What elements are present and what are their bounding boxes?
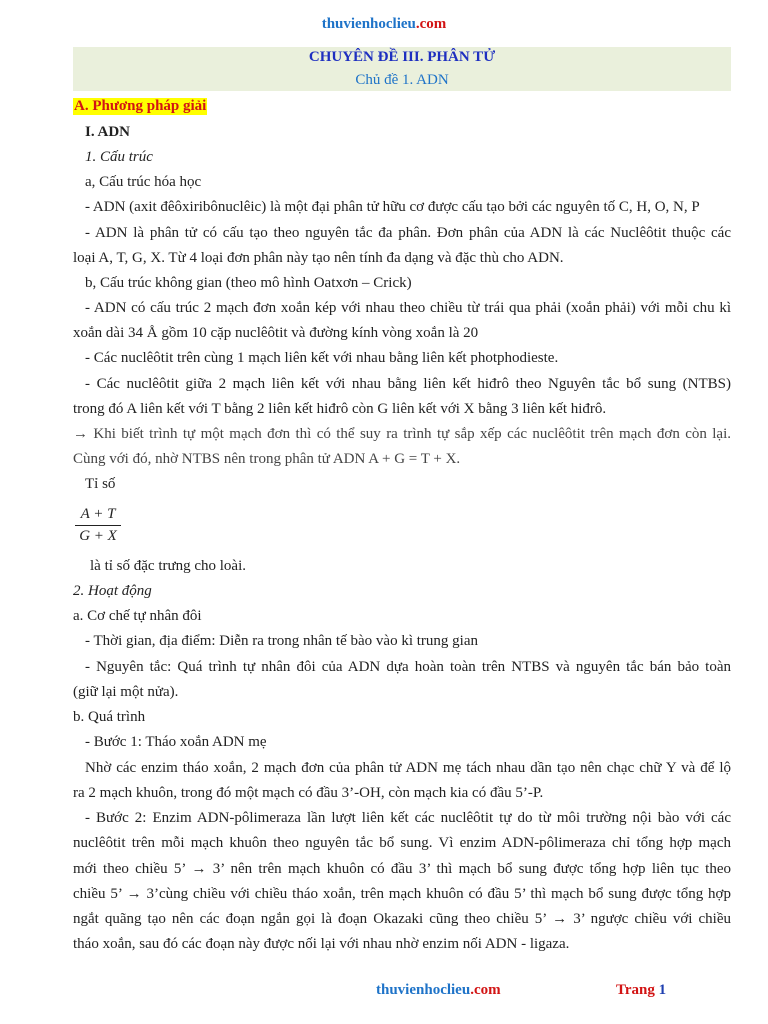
ratio-fraction	[75, 506, 121, 545]
subheading-spatial: b, Cấu trúc không gian (theo mô hình Oatxơn – Crick)	[85, 275, 412, 291]
paragraph-line: - Thời gian, địa điểm: Diễn ra trong nhân tế bào vào kì trung gian	[85, 633, 478, 649]
topic-title: CHUYÊN ĐỀ III. PHÂN TỬ	[308, 49, 496, 65]
paragraph-line: - Bước 1: Tháo xoắn ADN mẹ	[85, 734, 267, 750]
paragraph-line: - ADN (axit đêôxiribônuclêic) là một đại phân tử hữu cơ được cấu tạo bởi các nguyên tố C, H, O, N, P	[85, 199, 700, 215]
subheading-process: b. Quá trình	[73, 709, 146, 725]
paragraph-line: - Các nuclêôtit giữa 2 mạch liên kết với nhau bằng liên kết hiđrô theo Nguyên tắc bổ sung (NTBS)	[85, 376, 731, 392]
subheading-chemical: a, Cấu trúc hóa học	[85, 174, 202, 190]
paragraph-line: → Khi biết trình tự một mạch đơn thì có thể suy ra trình tự sắp xếp các nuclêôtit trên mạch đơn còn lại.	[73, 426, 731, 442]
paragraph-line: loại A, T, G, X. Từ 4 loại đơn phân này tạo nên tính đa dạng và đặc thù cho ADN.	[73, 250, 564, 266]
header-site-name: thuvienhoclieu.com	[321, 16, 447, 32]
paragraph-line: (giữ lại một nửa).	[73, 684, 179, 700]
heading-structure: 1. Cấu trúc	[85, 149, 153, 165]
paragraph-line: - ADN là phân tử có cấu tạo theo nguyên tắc đa phân. Đơn phân của ADN là các Nuclêôtit thuộc các	[85, 225, 731, 241]
paragraph-line: chiều 5’ → 3’cùng chiều với chiều tháo xoắn, trên mạch khuôn có đầu 5’ thì mạch bổ sung được tổng hợp	[73, 886, 731, 902]
paragraph-line: nuclêôtit trên mỗi mạch khuôn theo nguyên tắc bổ sung. Vì enzim ADN-pôlimeraza chỉ tổng hợp mạch	[73, 835, 731, 851]
heading-adn: I. ADN	[85, 124, 131, 140]
paragraph-line: Cùng với đó, nhờ NTBS nên trong phân tử ADN A + G = T + X.	[73, 451, 461, 467]
ratio-label: Tỉ số	[85, 476, 116, 492]
paragraph-line: mới theo chiều 5’ → 3’ nên trên mạch khuôn có đầu 3’ thì mạch bổ sung được tổng hợp liên tục theo	[73, 861, 731, 877]
paragraph-line: trong đó A liên kết với T bằng 2 liên kết hiđrô còn G liên kết với X bằng 3 liên kết hiđrô.	[73, 401, 607, 417]
paragraph-line: tháo xoắn, sau đó các đoạn này được nối lại với nhau nhờ enzim nối ADN - ligaza.	[73, 936, 570, 952]
title-box	[73, 47, 731, 91]
paragraph-line: là tỉ số đặc trưng cho loài.	[90, 558, 247, 574]
section-a-heading: A. Phương pháp giải	[74, 98, 207, 114]
footer-site-name: thuvienhoclieu.com	[376, 982, 501, 998]
fraction-denominator: G + X	[79, 528, 117, 544]
paragraph-line: - Các nuclêôtit trên cùng 1 mạch liên kết với nhau bằng liên kết photphodieste.	[85, 350, 559, 366]
heading-activity: 2. Hoạt động	[73, 583, 152, 599]
fraction-numerator: A + T	[75, 506, 121, 526]
paragraph-line: ngắt quãng tạo nên các đoạn ngắn gọi là đoạn Okazaki cũng theo chiều 5’ → 3’ ngược chiều với chiều	[73, 911, 731, 927]
subtopic-title: Chủ đề 1. ADN	[355, 72, 449, 88]
paragraph-line: - Nguyên tắc: Quá trình tự nhân đôi của ADN dựa hoàn toàn trên NTBS và nguyên tắc bán bảo toàn	[85, 659, 731, 675]
paragraph-line: Nhờ các enzim tháo xoắn, 2 mạch đơn của phân tử ADN mẹ tách nhau dần tạo nên chạc chữ Y và để lộ	[85, 760, 731, 776]
paragraph-line: xoắn dài 34 Å gồm 10 cặp nuclêôtit và đường kính vòng xoắn là 20	[73, 325, 479, 341]
paragraph-line: - Bước 2: Enzim ADN-pôlimeraza lần lượt liên kết các nuclêôtit tự do từ môi trường nội bào với các	[85, 810, 731, 826]
paragraph-line: ra 2 mạch khuôn, trong đó một mạch có đầu 3’-OH, còn mạch kia có đầu 5’-P.	[73, 785, 544, 801]
paragraph-line: - ADN có cấu trúc 2 mạch đơn xoắn kép với nhau theo chiều từ trái qua phải (xoắn phải) với mỗi chu kì	[85, 300, 731, 316]
subheading-replication: a. Cơ chế tự nhân đôi	[73, 608, 202, 624]
page-number: Trang 1	[616, 982, 667, 998]
